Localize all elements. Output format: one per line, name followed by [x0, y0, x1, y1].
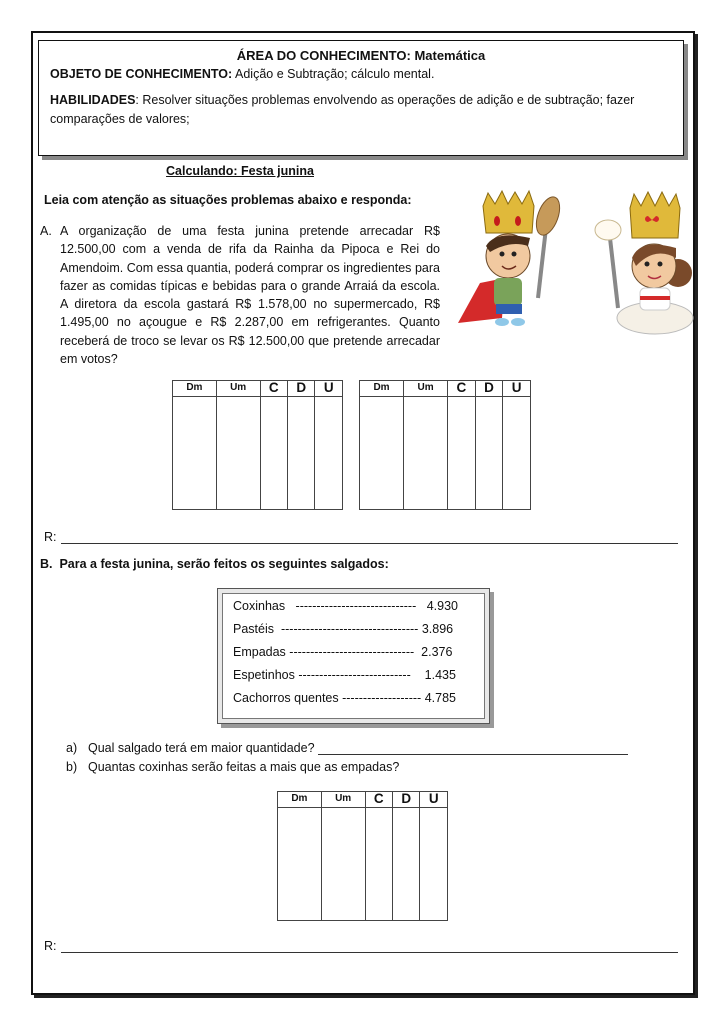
place-value-table-1	[172, 380, 343, 510]
header-um: Um	[404, 381, 448, 397]
snack-row	[233, 691, 456, 705]
answer-rule[interactable]	[61, 532, 679, 544]
snack-leader: -----------------------------	[295, 599, 417, 613]
cell-um[interactable]	[216, 397, 260, 510]
snack-row	[233, 599, 458, 613]
snack-qty: 2.376	[421, 645, 453, 659]
skills-line	[50, 91, 675, 129]
cell-d[interactable]	[288, 397, 315, 510]
skills-label: HABILIDADES	[50, 93, 136, 107]
question-a	[40, 222, 440, 368]
cell-d[interactable]	[393, 808, 420, 921]
answer-line-b[interactable]	[44, 939, 678, 953]
snack-leader: ---------------------------	[298, 668, 411, 682]
sub-question-text: Qual salgado terá em maior quantidade?	[88, 741, 315, 755]
cell-um[interactable]	[321, 808, 365, 921]
question-a-text: A organização de uma festa junina pretende arrecadar R$ 12.500,00 com a venda de rifa da Rainha da Pipoca e Rei do Amendoim. Com essa quantia, poderá comprar os ingredientes para fazer as comidas típicas e bebidas para o grande Arraiá da escola. A diretora da escola gastará R$ 1.578,00 no supermercado, R$ 1.495,00 no açougue e R$ 2.287,00 em refrigerantes. Quanto receberá de troco se levar os R$ 12.500,00 que pretende arrecadar em votos?	[60, 224, 440, 367]
header-c: C	[260, 381, 287, 397]
cell-dm[interactable]	[360, 397, 404, 510]
snack-row	[233, 668, 456, 682]
snack-row	[233, 622, 453, 636]
snacks-list-box	[217, 588, 490, 724]
king-figure	[458, 191, 564, 326]
queen-figure	[595, 192, 693, 334]
header-um: Um	[216, 381, 260, 397]
answer-rule[interactable]	[61, 941, 679, 953]
area-label: ÁREA DO CONHECIMENTO:	[236, 48, 411, 63]
answer-label: R:	[44, 530, 57, 544]
cell-u[interactable]	[315, 397, 343, 510]
snack-leader: ---------------------------------	[280, 622, 419, 636]
snack-leader: ------------------------------	[289, 645, 415, 659]
cell-c[interactable]	[448, 397, 476, 510]
instruction: Leia com atenção as situações problemas abaixo e responda:	[44, 193, 412, 207]
area-value: Matemática	[414, 48, 486, 63]
header-dm: Dm	[360, 381, 404, 397]
cell-c[interactable]	[260, 397, 287, 510]
header-d: D	[475, 381, 503, 397]
snack-qty: 4.785	[424, 691, 456, 705]
answer-line-a[interactable]	[44, 530, 678, 544]
snack-qty: 4.930	[426, 599, 458, 613]
cell-dm[interactable]	[278, 808, 322, 921]
header-d: D	[393, 792, 420, 808]
sub-question-b	[66, 760, 399, 774]
place-value-table-3	[277, 791, 448, 921]
snack-name: Espetinhos	[233, 668, 295, 682]
snack-name: Pastéis	[233, 622, 274, 636]
header-c: C	[448, 381, 476, 397]
object-label: OBJETO DE CONHECIMENTO:	[50, 67, 233, 81]
cell-c[interactable]	[365, 808, 392, 921]
king-queen-illustration	[450, 188, 695, 338]
snack-name: Coxinhas	[233, 599, 286, 613]
answer-label: R:	[44, 939, 57, 953]
header-u: U	[420, 792, 448, 808]
header-u: U	[503, 381, 531, 397]
cell-u[interactable]	[420, 808, 448, 921]
cell-um[interactable]	[404, 397, 448, 510]
snack-name: Empadas	[233, 645, 286, 659]
header-um: Um	[321, 792, 365, 808]
snack-leader: -------------------	[342, 691, 422, 705]
question-a-marker: A.	[40, 224, 52, 238]
snack-qty: 3.896	[421, 622, 454, 636]
snack-row	[233, 645, 452, 659]
header-d: D	[288, 381, 315, 397]
header-dm: Dm	[278, 792, 322, 808]
skills-value: : Resolver situações problemas envolvendo as operações de adição e de subtração; fazer comparações de valores;	[50, 93, 635, 126]
place-value-table-2	[359, 380, 531, 510]
sub-question-text: Quantas coxinhas serão feitas a mais que as empadas?	[88, 760, 400, 774]
object-line	[50, 65, 434, 84]
header-c: C	[365, 792, 392, 808]
snack-qty: 1.435	[424, 668, 456, 682]
question-b-marker: B.	[40, 557, 53, 571]
sub-question-a	[66, 741, 628, 755]
answer-rule[interactable]	[318, 743, 628, 755]
cell-dm[interactable]	[173, 397, 217, 510]
snack-name: Cachorros quentes	[233, 691, 339, 705]
header-dm: Dm	[173, 381, 217, 397]
sub-question-letter: b)	[66, 760, 78, 774]
header-box	[38, 40, 684, 156]
worksheet-subtitle: Calculando: Festa junina	[166, 164, 314, 178]
header-u: U	[315, 381, 343, 397]
object-value: Adição e Subtração; cálculo mental.	[235, 67, 435, 81]
sub-question-letter: a)	[66, 741, 78, 755]
cell-u[interactable]	[503, 397, 531, 510]
question-b-text: Para a festa junina, serão feitos os seguintes salgados:	[59, 557, 389, 571]
area-heading	[39, 48, 683, 63]
question-b	[40, 557, 389, 571]
cell-d[interactable]	[475, 397, 503, 510]
